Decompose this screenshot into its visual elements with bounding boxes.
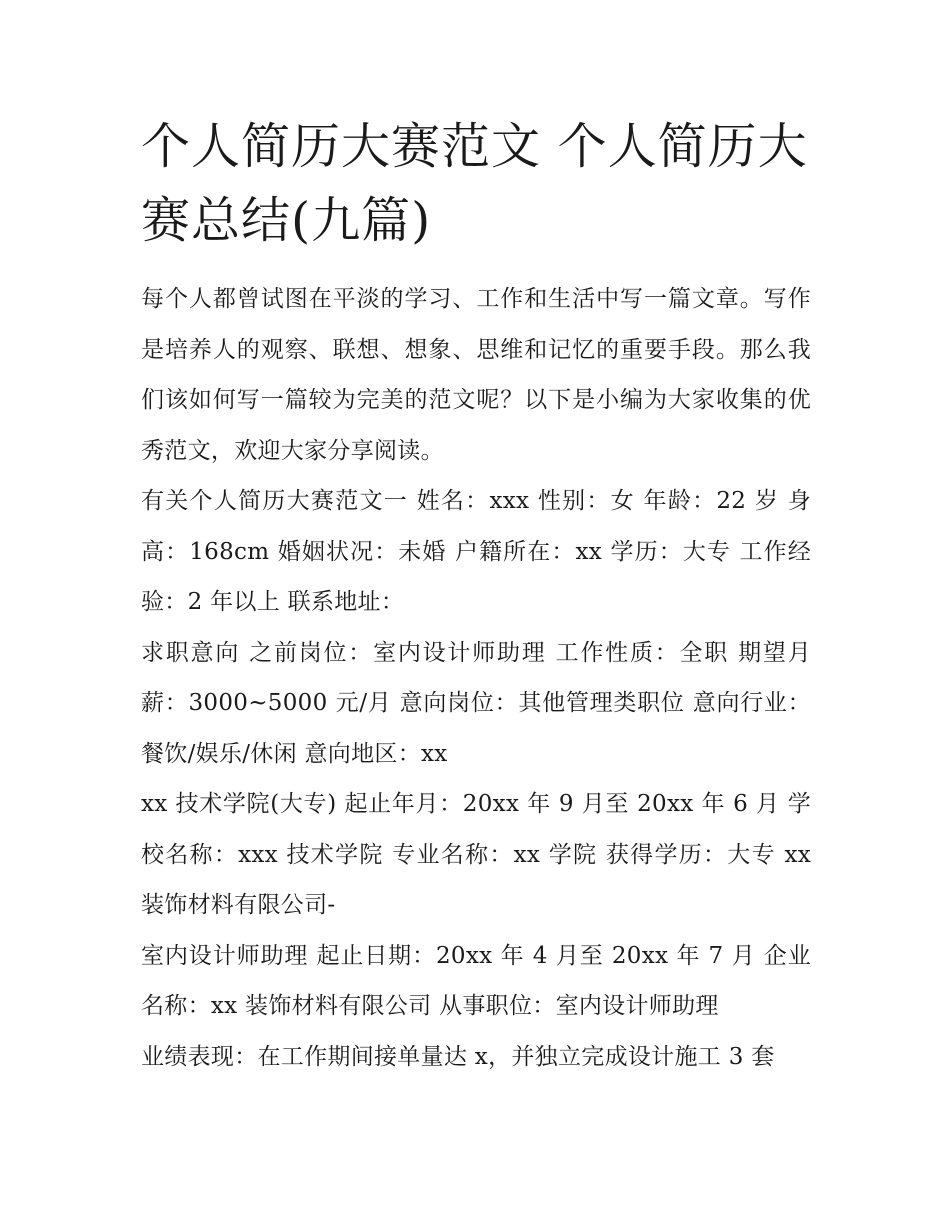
work-experience-paragraph: 室内设计师助理 起止日期：20xx 年 4 月至 20xx 年 7 月 企业名称：xx 装饰材料有限公司 从事职位：室内设计师助理 (141, 942, 811, 1019)
document-title: 个人简历大赛范文 个人简历大赛总结(九篇) (141, 118, 808, 249)
intro-paragraph: 每个人都曾试图在平淡的学习、工作和生活中写一篇文章。写作是培养人的观察、联想、想象、思维和记忆的重要手段。那么我们该如何写一篇较为完美的范文呢？以下是小编为大家收集的优秀范文，欢迎大家分享阅读。 (141, 286, 811, 464)
education-paragraph: xx 技术学院(大专) 起止年月：20xx 年 9 月至 20xx 年 6 月 学校名称：xxx 技术学院 专业名称：xx 学院 获得学历：大专 xx 装饰材料有限公司- (141, 791, 811, 918)
personal-info-paragraph: 有关个人简历大赛范文一 姓名：xxx 性别：女 年龄：22 岁 身高：168cm 婚姻状况：未婚 户籍所在：xx 学历：大专 工作经验：2 年以上 联系地址： (141, 488, 811, 615)
document-page (141, 110, 811, 1082)
job-intention-paragraph: 求职意向 之前岗位：室内设计师助理 工作性质：全职 期望月薪：3000~5000 元/月 意向岗位：其他管理类职位 意向行业：餐饮/娱乐/休闲 意向地区：xx (141, 639, 811, 767)
document-body (141, 274, 811, 1082)
performance-paragraph: 业绩表现：在工作期间接单量达 x，并独立完成设计施工 3 套 (141, 1043, 775, 1070)
